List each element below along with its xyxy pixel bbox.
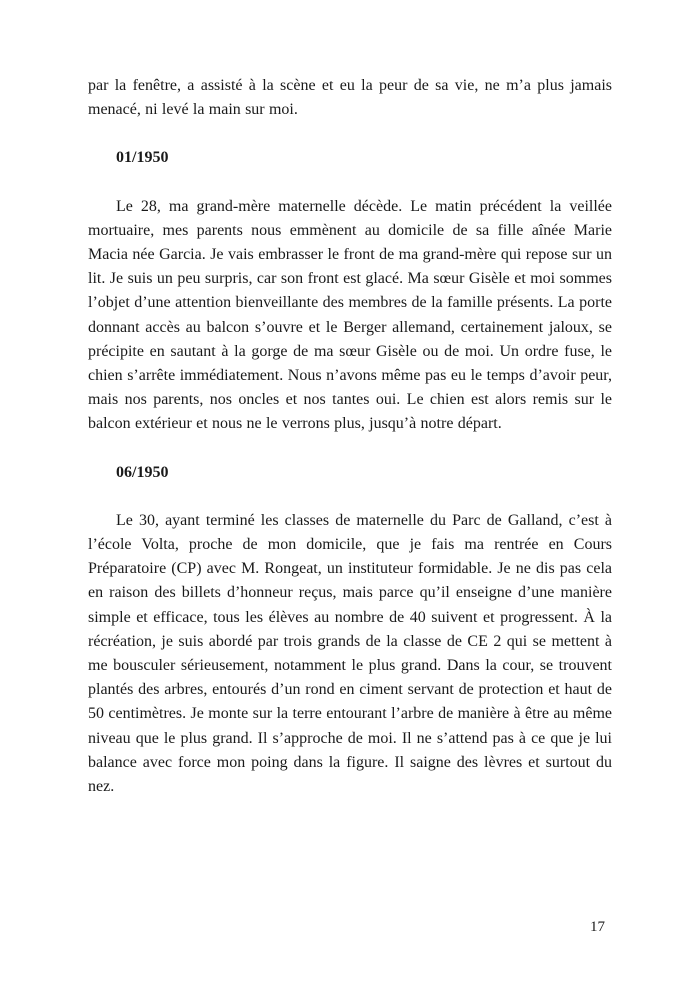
body-paragraph-june: Le 30, ayant terminé les classes de maternelle du Parc de Galland, c’est à l’école Volta, proche de mon domicile, que je fais ma rentrée en Cours Préparatoire (CP) avec M. Rongeat, un instituteur formidable. Je ne dis pas cela en raison des billets d’honneur reçus, mais parce qu’il enseigne d’une manière simple et efficace, tous les élèves au nombre de 40 suivent et progressent. À la récréation, je suis abordé par trois grands de la classe de CE 2 qui se mettent à me bousculer sérieusement, notamment le plus grand. Dans la cour, se trouvent plantés des arbres, entourés d’un rond en ciment servant de protection et haut de 50 centimètres. Je monte sur la terre entourant l’arbre de manière à être au même niveau que le plus grand. Il s’approche de moi. Il ne s’attend pas à ce que je lui balance avec force mon poing dans la figure. Il saigne des lèvres et surtout du nez. <box>88 511 612 796</box>
date-heading-01-1950: 01/1950 <box>116 149 169 167</box>
paragraph-continuation: par la fenêtre, a assisté à la scène et eu la peur de sa vie, ne m’a plus jamais menacé, ni levé la main sur moi. <box>88 77 612 119</box>
text-content <box>88 74 612 799</box>
body-paragraph-january: Le 28, ma grand-mère maternelle décède. Le matin précédent la veillée mortuaire, mes parents nous emmènent au domicile de sa fille aînée Marie Macia née Garcia. Je vais embrasser le front de ma grand-mère qui repose sur un lit. Je suis un peu surpris, car son front est glacé. Ma sœur Gisèle et moi sommes l’objet d’une attention bienveillante des membres de la famille présents. La porte donnant accès au balcon s’ouvre et le Berger allemand, certainement jaloux, se précipite en sautant à la gorge de ma sœur Gisèle ou de moi. Un ordre fuse, le chien s’arrête immédiatement. Nous n’avons même pas eu le temps d’avoir peur, mais nos parents, nos oncles et nos tantes oui. Le chien est alors remis sur le balcon extérieur et nous ne le verrons plus, jusqu’à notre départ. <box>88 197 612 433</box>
page-number: 17 <box>590 919 605 935</box>
date-heading-06-1950: 06/1950 <box>116 463 169 481</box>
